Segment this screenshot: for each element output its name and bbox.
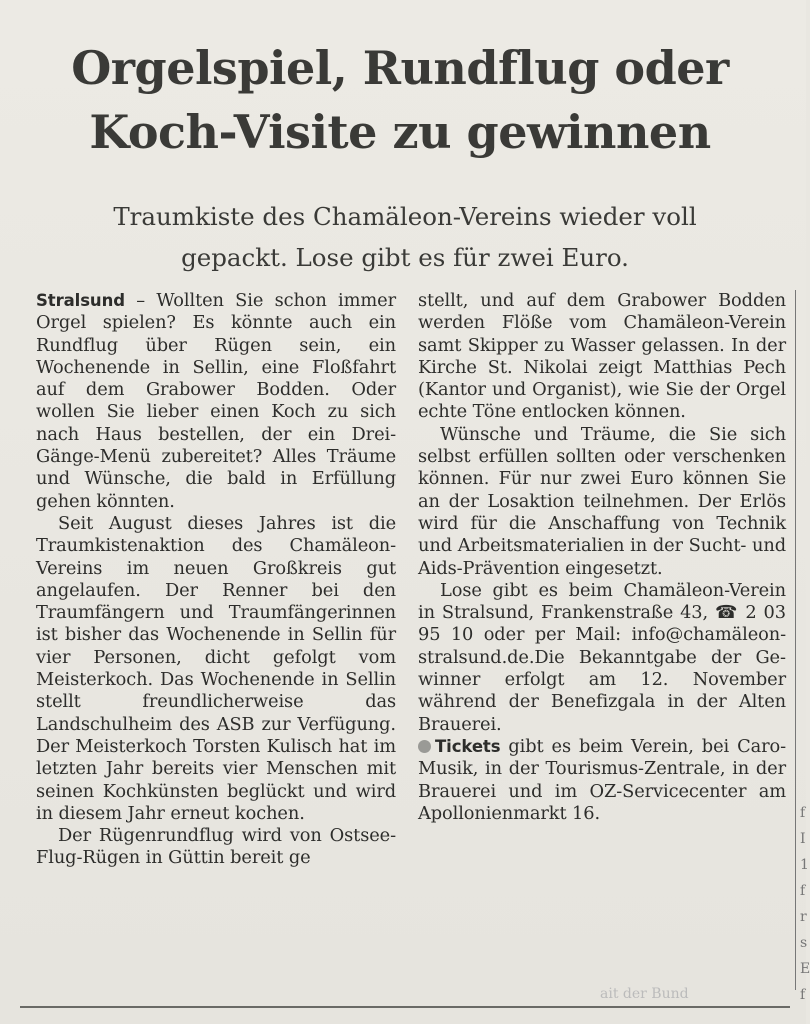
article-column-right bbox=[418, 290, 786, 825]
dateline: Stralsund bbox=[36, 291, 125, 310]
paragraph-intro-text: – Wollten Sie schon immer Orgel spielen? Es könnte auch ein Rundflug über Rügen sein, ein Wochenende in Sellin, eine Floßfahrt auf dem Grabower Bodden. Oder wollen Sie lieber einen Koch zu sich nach Haus bestellen, der ein Drei- Gänge-Menü zubereitet? Alles Träume und Wünsche, die bald in Erfüllung gehen könnten. bbox=[36, 290, 396, 512]
tickets-label: Tickets bbox=[435, 736, 501, 756]
paragraph-rundflug-start: Der Rügenrundflug wird von Ostsee-Flug-Rügen in Güttin bereit ge bbox=[36, 825, 396, 869]
bullet-icon bbox=[418, 740, 431, 753]
headline-line-1: Orgelspiel, Rundflug oder bbox=[71, 41, 729, 95]
article-headline bbox=[30, 36, 770, 164]
subheadline-line-1: Traumkiste des Chamäleon-Vereins wieder voll bbox=[113, 202, 697, 231]
paragraph-wuensche: Wünsche und Träume, die Sie sich selbst erfüllen sollten oder verschenken können. Für nur zwei Euro können Sie an der Losaktion teilnehmen. Der Erlös wird für die Anschaffung von Technik und Arbeitsmaterialien in der Sucht- und Aids-Prävention eingesetzt. bbox=[418, 423, 786, 579]
adjacent-column-fragment: f I 1 f r s E f bbox=[800, 805, 810, 1003]
paragraph-rundflug-continued: stellt, und auf dem Grabower Bodden werden Flöße vom Chamäleon-Verein samt Skipper zu Wasser gelassen. In der Kirche St. Nikolai zeigt Matthias Pech (Kantor und Organist), wie Sie der Orgel echte Töne entlocken können. bbox=[418, 290, 786, 423]
bottom-rule bbox=[20, 1006, 790, 1008]
headline-line-2: Koch-Visite zu gewinnen bbox=[89, 105, 711, 159]
subheadline-line-2: gepackt. Lose gibt es für zwei Euro. bbox=[181, 243, 629, 272]
bleed-through-text: ait der Bund bbox=[600, 986, 689, 1002]
article-subheadline bbox=[60, 196, 750, 278]
column-divider bbox=[795, 290, 796, 990]
paragraph-traumkiste: Seit August dieses Jahres ist die Traumkistenaktion des Chamäleon-Vereins im neuen Großkreis gut angelaufen. Der Renner bei den Traumfängern und Traumfängerinnen ist bisher das Wochenende in Sellin für vier Personen, dicht gefolgt vom Meisterkoch. Das Wochenende in Sellin stellt freundlicherweise das Landschulheim des ASB zur Verfügung. Der Meisterkoch Torsten Kulisch hat im letzten Jahr bereits vier Menschen mit seinen Kochkünsten beglückt und wird in diesem Jahr erneut kochen. bbox=[36, 512, 396, 824]
tickets-text: gibt es beim Verein, bei Caro-Musik, in der Tourismus-Zentrale, in der Brauerei und im OZ-Servicecenter am Apollonienmarkt 16. bbox=[418, 735, 786, 824]
paragraph-intro bbox=[36, 290, 396, 513]
paragraph-lose: Lose gibt es beim Chamäleon-Verein in Stralsund, Frankenstraße 43, ☎ 2 03 95 10 oder per Mail: info@chamäleon-stralsund.de.Die Bekanntgabe der Gewinner erfolgt am 12. November während der Benefizgala in der Alten Brauerei. bbox=[418, 579, 786, 735]
article-column-left bbox=[36, 290, 396, 870]
tickets-info bbox=[418, 736, 786, 825]
